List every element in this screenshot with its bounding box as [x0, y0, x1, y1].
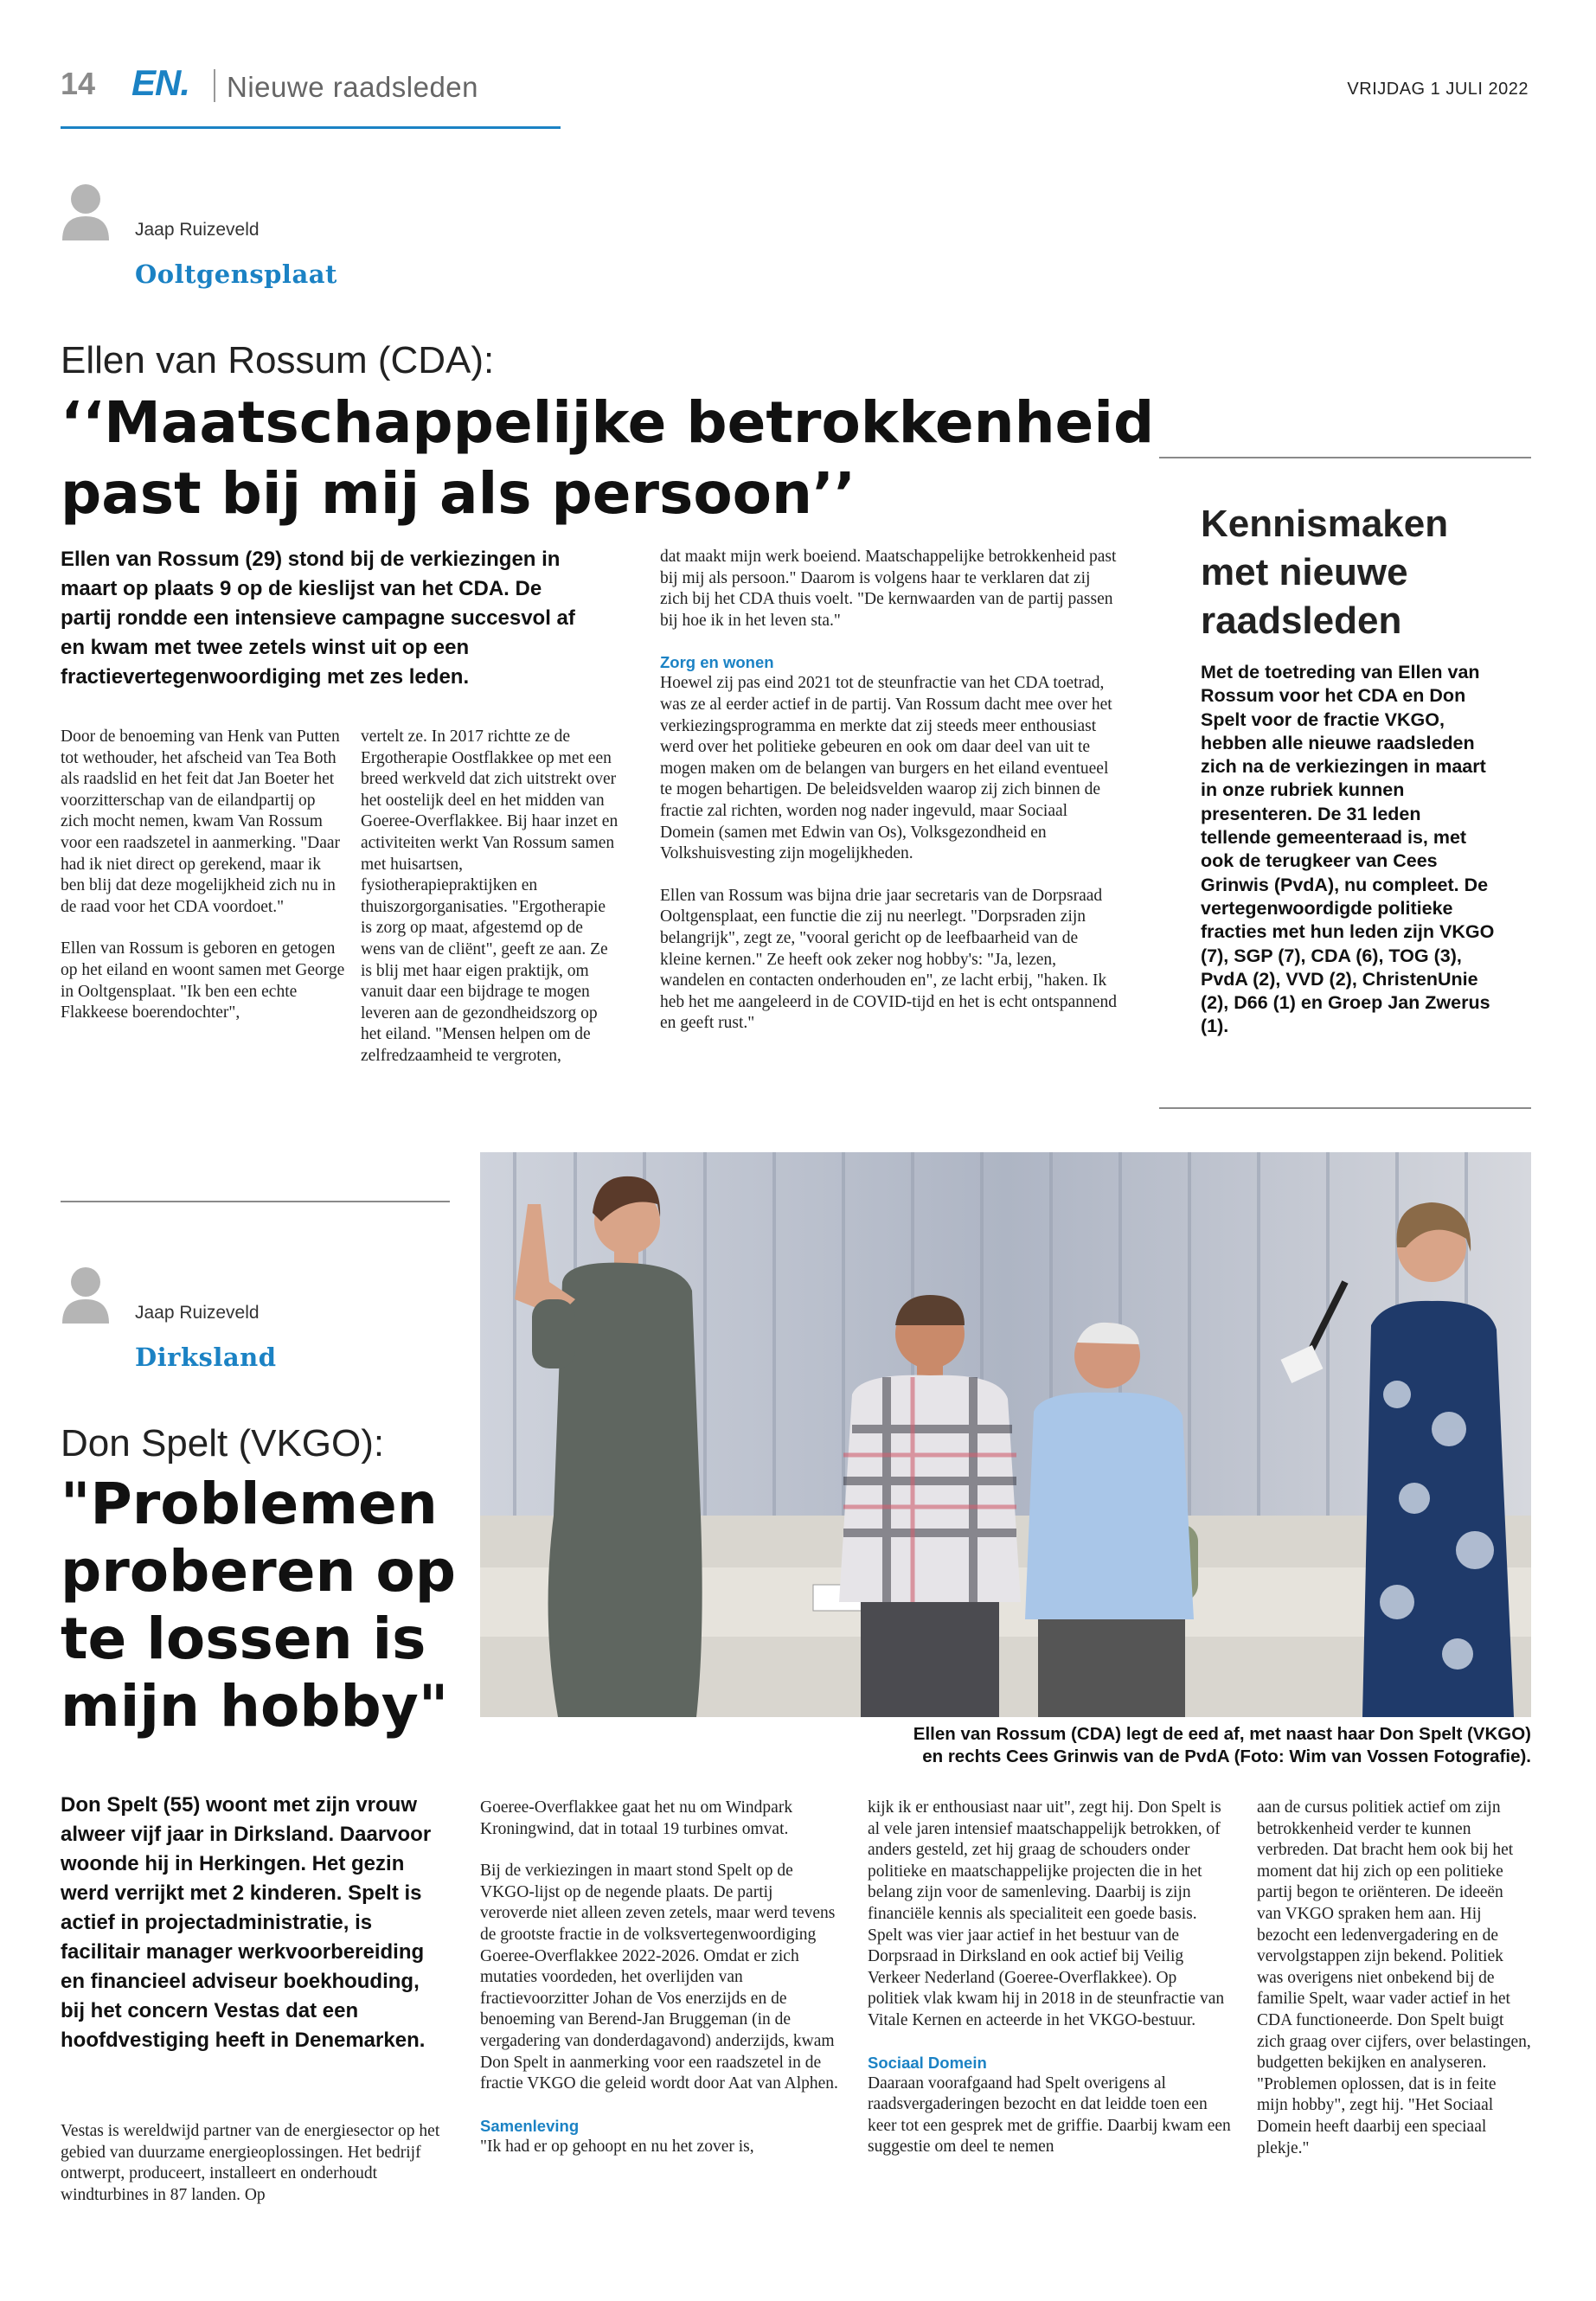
paragraph: Ellen van Rossum was bijna drie jaar secretaris van de Dorpsraad Ooltgensplaat, een functie die zij nu neerlegt. "Dorpsraden zijn belangrijk", zegt ze, "vooral gericht op de leefbaarheid van de kleine kernen." Ze heeft ook zeker nog hobby's: "Ja, lezen, wandelen en contacten onderhouden en", ze lacht erbij, "haken. Ik heb het me aangeleerd in de COVID-tijd en het is echt ontspannend en geeft rust.": [660, 886, 1117, 1033]
paragraph: "Ik had er op gehoopt en nu het zover is,: [480, 2137, 754, 2156]
paragraph: Hoewel zij pas eind 2021 tot de steunfractie van het CDA toetrad, was ze al eerder actief in de partij. Van Rossum dacht mee over het verkiezingsprogramma en merkte dat zij steeds meer enthousiast werd over het politieke gebeuren en ook om daar deel van uit te mogen maken om de belangen van burgers en het eiland eventueel te mogen behartigen. De beleidsvelden waarop zij zich binnen de fractie zal richten, worden nog nader ingevuld, maar Sociaal Domein (samen met Edwin van Os), Volksgezondheid en Volkshuisvesting zijn mogelijkheden.: [660, 674, 1112, 863]
paragraph: vertelt ze. In 2017 richtte ze de Ergotherapie Oostflakkee op met een breed werkveld dat zich uitstrekt over het oostelijk deel en het midden van Goeree-Overflakkee. Bij haar inzet en activiteiten werkt Van Rossum samen met huisartsen, fysiotherapiepraktijken en thuiszorgorganisaties. "Ergotherapie is zorg op maat, afgestemd op de wens van de cliënt", geeft ze aan. Ze is blij met haar eigen praktijk, om vanuit daar een bijdrage te mogen leveren aan de gezondheidszorg op het eiland. "Mensen helpen om de zelfredzaamheid te vergroten,: [361, 727, 619, 1065]
article2-column4: [1257, 1798, 1531, 2180]
page-number: 14: [61, 66, 96, 101]
article1-kicker: Ellen van Rossum (CDA):: [61, 339, 495, 381]
article1-column2: [361, 727, 620, 1088]
article1-headline-line2: past bij mij als persoon’’: [61, 460, 856, 527]
paragraph: kijk ik er enthousiast naar uit", zegt hij. Don Spelt is al vele jaren intensief maatschappelijk betrokken, of anders gesteld, zet hij graag de schouders onder politieke en maatschappelijke projecten die in het belang zijn voor de samenleving. Daarbij is zijn financiële kennis als specialiteit een goede basis. Spelt was vier jaar actief in het bestuur van de Dorpsraad in Dirksland en ook actief bij Veilig Verkeer Nederland (Goeree-Overflakkee). Op politiek vlak kwam hij in 2018 in de steunfractie van Vitale Kernen en acteerde in het VKGO-bestuur.: [868, 1798, 1225, 2029]
author-avatar-icon: [61, 1265, 111, 1324]
article2-column3: [868, 1798, 1231, 2179]
issue-date: VRIJDAG 1 JULI 2022: [1347, 80, 1529, 99]
article2-headline-line4: mijn hobby": [61, 1673, 449, 1740]
article1-column3: [660, 547, 1118, 1055]
paragraph: dat maakt mijn werk boeiend. Maatschappelijke betrokkenheid past bij mij als persoon." Daarom is volgens haar te verklaren dat zij zich bij het CDA thuis voelt. "De kernwaarden van de partij passen bij hoe ik in het leven sta.": [660, 548, 1117, 630]
article2-author: Jaap Ruizeveld: [135, 1303, 260, 1323]
article2-column1: [61, 2121, 450, 2227]
subheading: Samenleving: [480, 2116, 580, 2135]
photo-caption: [606, 1723, 1531, 1768]
sidebar-top-rule: [1159, 457, 1531, 458]
paragraph: Door de benoeming van Henk van Putten tot wethouder, het afscheid van Tea Both als raadslid en het feit dat Jan Boeter het voorzitterschap van de eilandpartij op zich mocht nemen, kwam Van Rossum voor een raadszetel in aanmerking. "Daar had ik niet direct op gerekend, maar ik ben blij dat deze mogelijkheid zich nu in de raad voor het CDA voordoet.": [61, 727, 341, 916]
article1-headline-line1: ‘‘Maatschappelijke betrokkenheid: [61, 389, 1155, 456]
article2-location: Dirksland: [135, 1343, 277, 1372]
paragraph: Vestas is wereldwijd partner van de energiesector op het gebied van duurzame energieoplossingen. Het bedrijf ontwerpt, produceert, installeert en onderhoudt windturbines in 87 landen. Op: [61, 2122, 440, 2204]
article2-top-rule: [61, 1201, 450, 1202]
photo-caption-line1: Ellen van Rossum (CDA) legt de eed af, met naast haar Don Spelt (VKGO): [913, 1724, 1531, 1744]
article2-lead: Don Spelt (55) woont met zijn vrouw alweer vijf jaar in Dirksland. Daarvoor woonde hij in Herkingen. Het gezin werd verrijkt met 2 kinderen. Spelt is actief in projectadministratie, is facilitair manager werkvoorbereiding en financieel adviseur boekhouding, bij het concern Vestas dat een hoofdvestiging heeft in Denemarken.: [61, 1793, 432, 2052]
header-underline: [61, 126, 561, 129]
article1-location: Ooltgensplaat: [135, 260, 337, 289]
header-divider: [214, 69, 215, 102]
subheading: Sociaal Domein: [868, 2053, 987, 2072]
article1-author: Jaap Ruizeveld: [135, 220, 260, 240]
brand-logo: EN.: [131, 62, 190, 103]
article2-headline-line2: proberen op: [61, 1538, 457, 1605]
paragraph: Bij de verkiezingen in maart stond Spelt op de VKGO-lijst op de negende plaats. De partij veroverde niet alleen zeven zetels, maar werd tevens de grootste fractie in de volksvertegenwoordiging Goeree-Overflakkee 2022-2026. Omdat er zich mutaties voordeden, het overlijden van fractievoorzitter Johan de Vos enerzijds en de benoeming van Berend-Jan Bruggeman (in de vergadering van donderdagavond) anderzijds, kwam Don Spelt in aanmerking voor een raadszetel in de fractie VKGO die geleid wordt door Aat van Alphen.: [480, 1862, 838, 2093]
article1-column1: [61, 727, 346, 1045]
article2-kicker: Don Spelt (VKGO):: [61, 1422, 385, 1465]
article2-column2: [480, 1798, 843, 2178]
article2-headline-line1: "Problemen: [61, 1471, 438, 1537]
article1-headline: [61, 388, 1154, 529]
article2-headline: [61, 1471, 456, 1740]
article1-lead: Ellen van Rossum (29) stond bij de verkiezingen in maart op plaats 9 op de kieslijst van het CDA. De partij rondde een intensieve campagne succesvol af en kwam met twee zetels winst uit op een fractievertegenwoordiging met zes leden.: [61, 548, 575, 689]
paragraph: Ellen van Rossum is geboren en getogen op het eiland en woont samen met George in Ooltgensplaat. "Ik ben een echte Flakkeese boerendochter",: [61, 939, 345, 1022]
paragraph: Daaraan voorafgaand had Spelt overigens al raadsvergaderingen bezocht en dat leidde toen een keer tot een gesprek met de griffie. Daarbij kwam een suggestie om deel te nemen: [868, 2073, 1231, 2157]
sidebar-title-line1: Kennismaken: [1201, 503, 1449, 545]
photo-caption-line2: en rechts Cees Grinwis van de PvdA (Foto: Wim van Vossen Fotografie).: [922, 1747, 1531, 1766]
sidebar-bottom-rule: [1159, 1107, 1531, 1109]
article2-headline-line3: te lossen is: [61, 1606, 426, 1672]
sidebar-title-line2: met nieuwe: [1201, 551, 1408, 593]
sidebar-text: Met de toetreding van Ellen van Rossum voor het CDA en Don Spelt voor de fractie VKGO, hebben alle nieuwe raadsleden zich na de verkiezingen in maart in onze rubriek kunnen presenteren. De 31 leden tellende gemeenteraad is, met ook de terugkeer van Cees Grinwis (PvdA), nu compleet. De vertegenwoordigde politieke fracties met hun leden zijn VKGO (7), SGP (7), CDA (6), TOG (3), PvdA (2), VVD (2), ChristenUnie (2), D66 (1) en Groep Jan Zwerus (1).: [1201, 662, 1495, 1037]
section-title: Nieuwe raadsleden: [227, 71, 479, 103]
subheading: Zorg en wonen: [660, 653, 774, 672]
paragraph: Goeree-Overflakkee gaat het nu om Windpark Kroningwind, dat in totaal 19 turbines omvat.: [480, 1798, 793, 1838]
ceremony-photo: [480, 1152, 1531, 1717]
sidebar-title-line3: raadsleden: [1201, 599, 1402, 642]
paragraph: aan de cursus politiek actief om zijn betrokkenheid verder te kunnen verbreden. Dat bracht hem ook bij het moment dat hij zich op een politieke partij begon te oriënteren. De ideeën van VKGO spraken hem aan. Hij bezocht een ledenvergadering en de vervolgstappen zijn bekend. Politiek was overigens niet onbekend bij de familie Spelt, waar vader actief in het CDA functioneerde. Don Spelt buigt zich graag over cijfers, over belastingen, budgetten bekijken en analyseren. "Problemen oplossen, dat is in feite mijn hobby", zegt hij. "Het Sociaal Domein heeft daarbij een speciaal plekje.": [1257, 1798, 1531, 2157]
author-avatar-icon: [61, 182, 111, 240]
sidebar-title: [1201, 500, 1448, 645]
